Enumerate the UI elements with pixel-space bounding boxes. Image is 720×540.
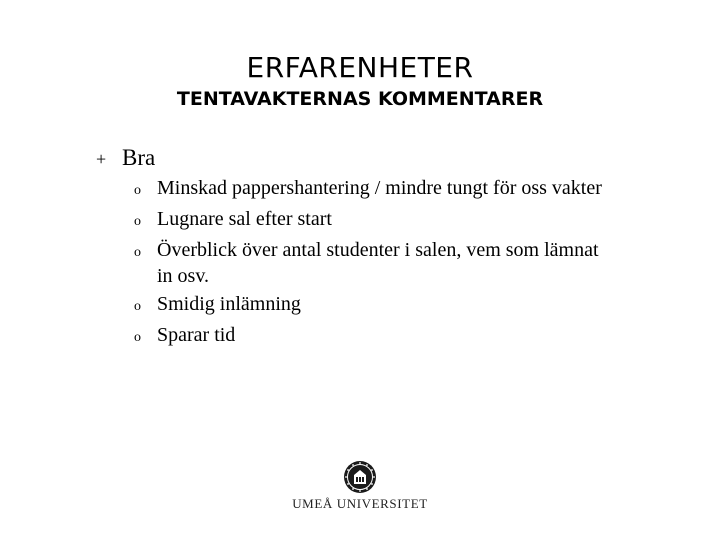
list-item bbox=[134, 237, 604, 289]
list-item bbox=[134, 206, 604, 235]
list-item bbox=[134, 291, 604, 320]
circle-bullet-icon: o bbox=[134, 245, 141, 260]
circle-bullet-icon: o bbox=[134, 299, 141, 314]
slide-title: ERFARENHETER bbox=[246, 51, 474, 84]
university-seal-icon bbox=[343, 460, 377, 494]
university-logo bbox=[290, 460, 430, 510]
circle-bullet-icon: o bbox=[134, 214, 141, 229]
section-heading bbox=[96, 144, 155, 173]
list-item bbox=[134, 175, 604, 204]
logo-wordmark: UMEÅ UNIVERSITET bbox=[292, 496, 428, 511]
list-item bbox=[134, 322, 604, 351]
circle-bullet-icon: o bbox=[134, 183, 141, 198]
circle-bullet-icon: o bbox=[134, 330, 141, 345]
comment-list bbox=[134, 175, 604, 353]
list-item-text: Lugnare sal efter start bbox=[157, 208, 332, 230]
list-item-text: Sparar tid bbox=[157, 324, 236, 346]
section-label: Bra bbox=[122, 145, 156, 170]
list-item-text: Smidig inlämning bbox=[157, 293, 301, 315]
slide-subtitle: TENTAVAKTERNAS KOMMENTARER bbox=[176, 88, 544, 110]
list-item-text: Överblick över antal studenter i salen, vem som lämnat in osv. bbox=[157, 239, 599, 287]
plus-bullet-icon: + bbox=[96, 149, 107, 169]
list-item-text: Minskad pappershantering / mindre tungt för oss vakter bbox=[157, 177, 602, 199]
